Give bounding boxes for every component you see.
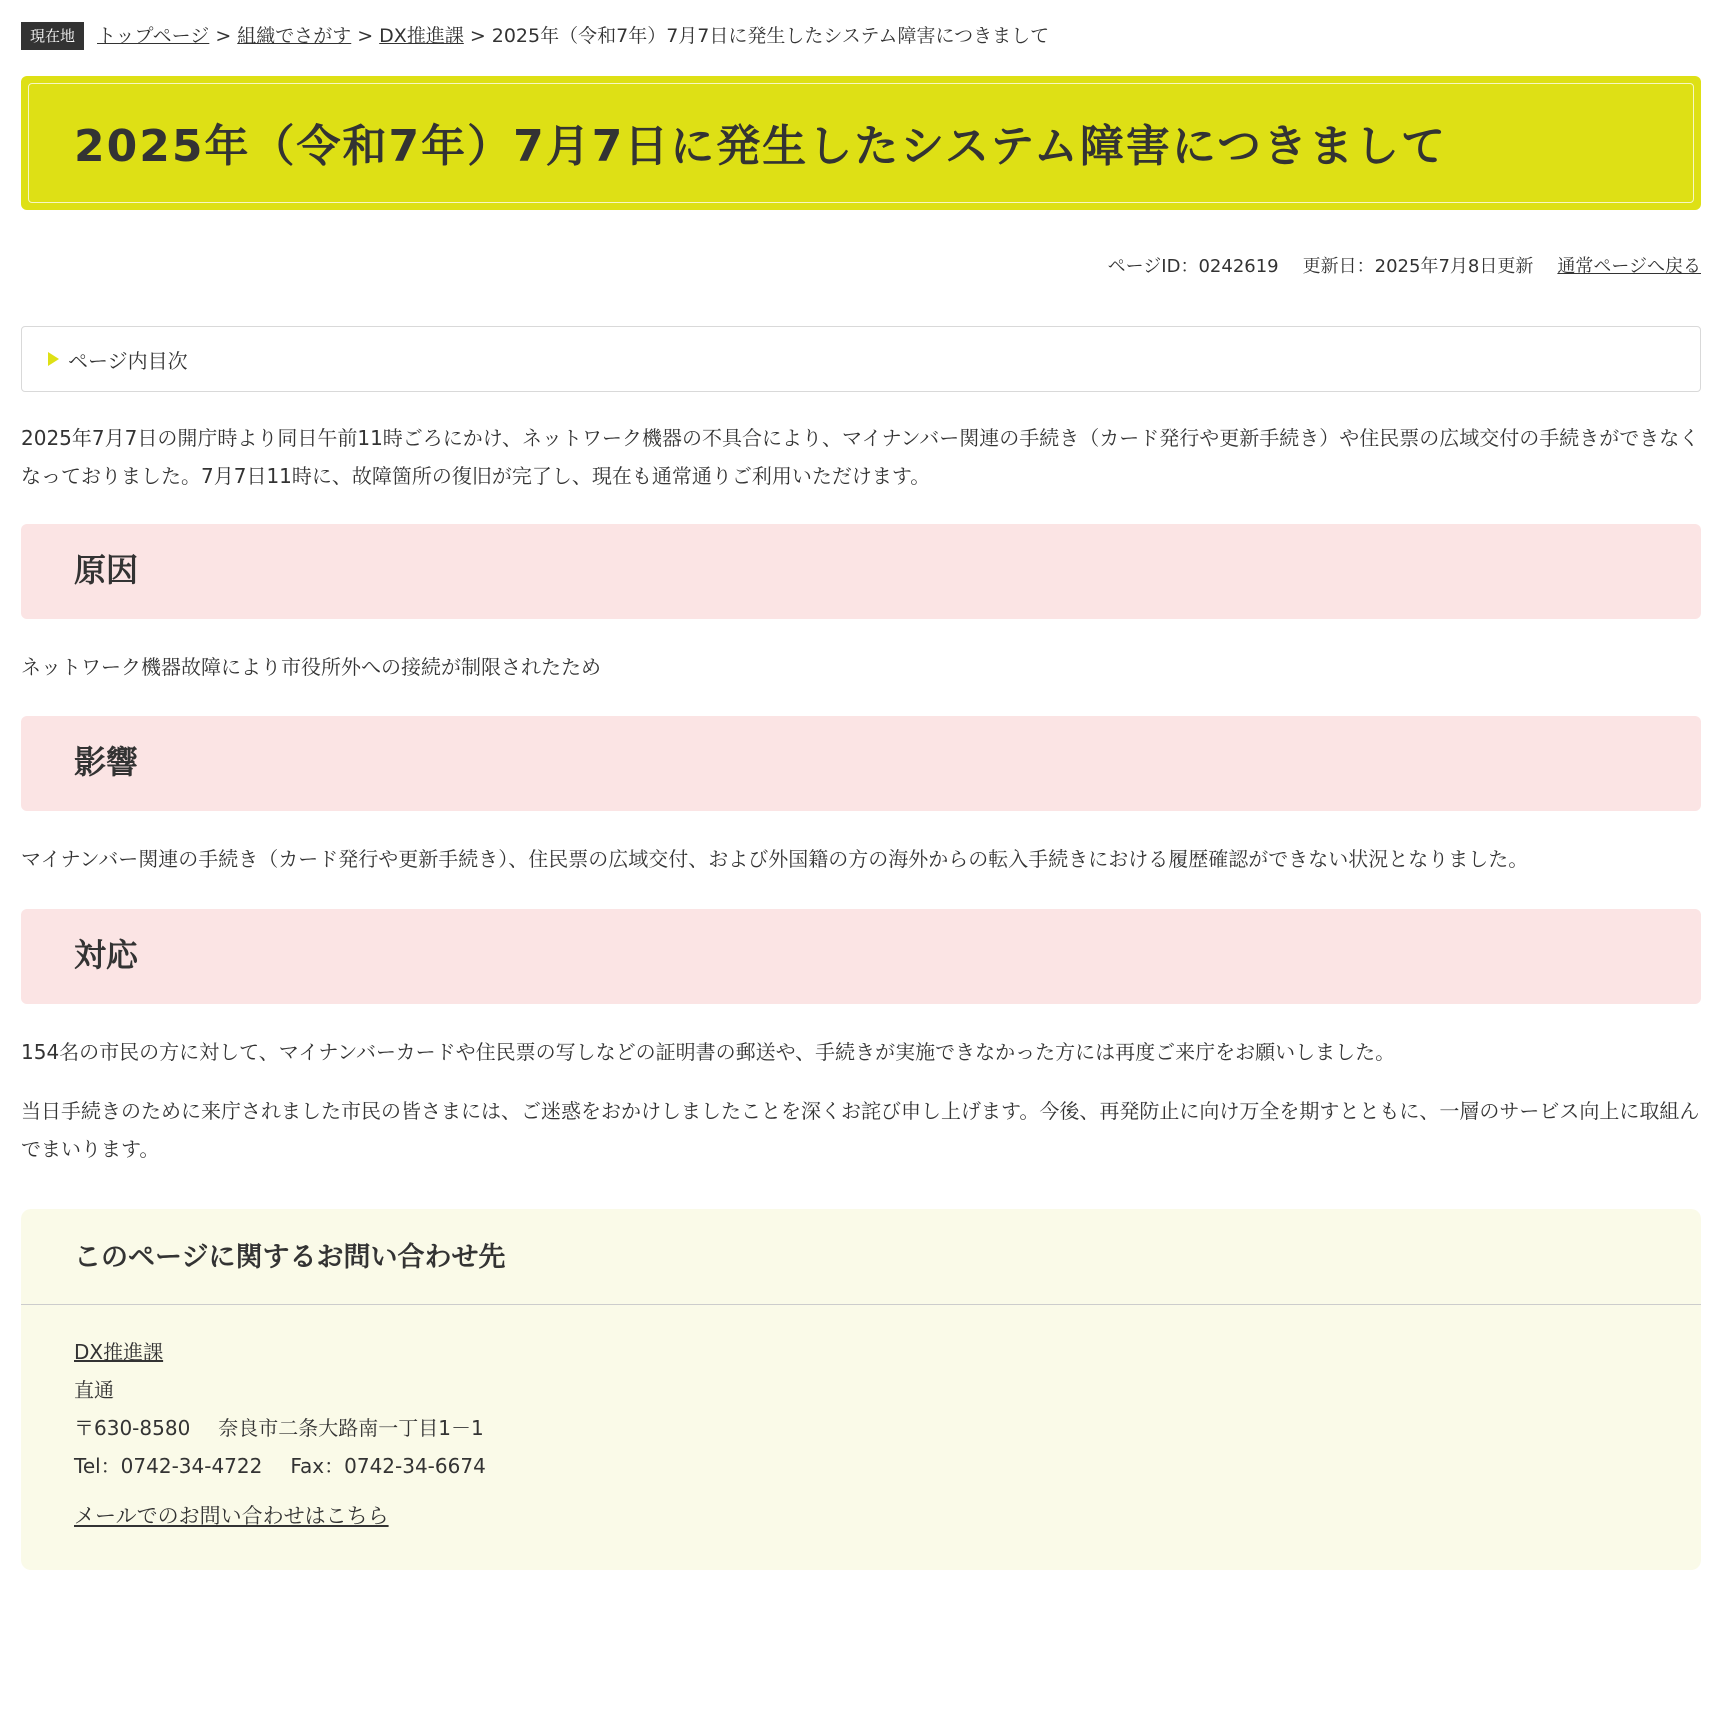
contact-direct-label: 直通 bbox=[74, 1378, 114, 1402]
breadcrumb-link-dx[interactable]: DX推進課 bbox=[379, 25, 464, 47]
triangle-right-icon bbox=[48, 352, 59, 366]
page-toc-toggle[interactable] bbox=[21, 326, 1701, 392]
section-paragraph-impact: マイナンバー関連の手続き（カード発行や更新手続き）、住民票の広域交付、および外国籍の方の海外からの転入手続きにおける履歴確認ができない状況となりました。 bbox=[21, 847, 1529, 871]
breadcrumb-current-page: 2025年（令和7年）7月7日に発生したシステム障害につきまして bbox=[491, 25, 1050, 47]
intro-paragraph: 2025年7月7日の開庁時より同日午前11時ごろにかけ、ネットワーク機器の不具合により、マイナンバー関連の手続き（カード発行や更新手続き）や住民票の広域交付の手続きができなくなっておりました。7月7日11時に、故障箇所の復旧が完了し、現在も通常通りご利用いただけます。 bbox=[21, 426, 1700, 488]
contact-address-line bbox=[74, 1409, 486, 1447]
breadcrumb-separator: > bbox=[357, 25, 374, 47]
breadcrumb-separator: > bbox=[469, 25, 486, 47]
page-toc-label: ページ内目次 bbox=[68, 348, 188, 373]
section-paragraph-response-2: 当日手続きのために来庁されました市民の皆さまには、ご迷惑をおかけしましたことを深くお詫び申し上げます。今後、再発防止に向け万全を期すとともに、一層のサービス向上に取組んでまいります。 bbox=[21, 1099, 1700, 1161]
breadcrumb bbox=[21, 22, 1049, 50]
section-paragraph-cause: ネットワーク機器故障により市役所外への接続が制限されたため bbox=[21, 655, 601, 679]
section-heading-text: 対応 bbox=[74, 936, 139, 974]
contact-department-link[interactable]: DX推進課 bbox=[74, 1340, 164, 1364]
breadcrumb-link-organization[interactable]: 組織でさがす bbox=[237, 25, 352, 47]
back-to-normal-page-link[interactable]: 通常ページへ戻る bbox=[1557, 256, 1701, 277]
contact-heading-text: このページに関するお問い合わせ先 bbox=[74, 1242, 506, 1273]
section-heading-text: 影響 bbox=[74, 743, 139, 781]
contact-heading bbox=[21, 1209, 1701, 1305]
section-heading-text: 原因 bbox=[74, 551, 139, 589]
contact-details bbox=[74, 1333, 486, 1535]
breadcrumb-current-location-badge: 現在地 bbox=[21, 22, 84, 50]
contact-postal-code: 〒630-8580 bbox=[74, 1416, 191, 1440]
page-meta bbox=[1084, 254, 1701, 280]
page-title: 2025年（令和7年）7月7日に発生したシステム障害につきまして bbox=[74, 121, 1448, 172]
section-heading-impact bbox=[21, 716, 1701, 811]
contact-tel: Tel：0742-34-4722 bbox=[74, 1454, 263, 1478]
section-paragraph-response-1: 154名の市民の方に対して、マイナンバーカードや住民票の写しなどの証明書の郵送や、手続きが実施できなかった方には再度ご来庁をお願いしました。 bbox=[21, 1040, 1396, 1064]
page-title-banner bbox=[21, 76, 1701, 210]
breadcrumb-separator: > bbox=[215, 25, 232, 47]
contact-phone-line bbox=[74, 1447, 486, 1485]
updated-date: 更新日：2025年7月8日更新 bbox=[1302, 256, 1534, 277]
section-heading-cause bbox=[21, 524, 1701, 619]
page-id: ページID：0242619 bbox=[1107, 256, 1279, 277]
contact-mail-link[interactable]: メールでのお問い合わせはこちら bbox=[74, 1504, 389, 1528]
breadcrumb-link-top[interactable]: トップページ bbox=[97, 25, 210, 47]
contact-address: 奈良市二条大路南一丁目1－1 bbox=[218, 1416, 484, 1440]
contact-box bbox=[21, 1209, 1701, 1570]
contact-fax: Fax：0742-34-6674 bbox=[290, 1454, 486, 1478]
section-heading-response bbox=[21, 909, 1701, 1004]
